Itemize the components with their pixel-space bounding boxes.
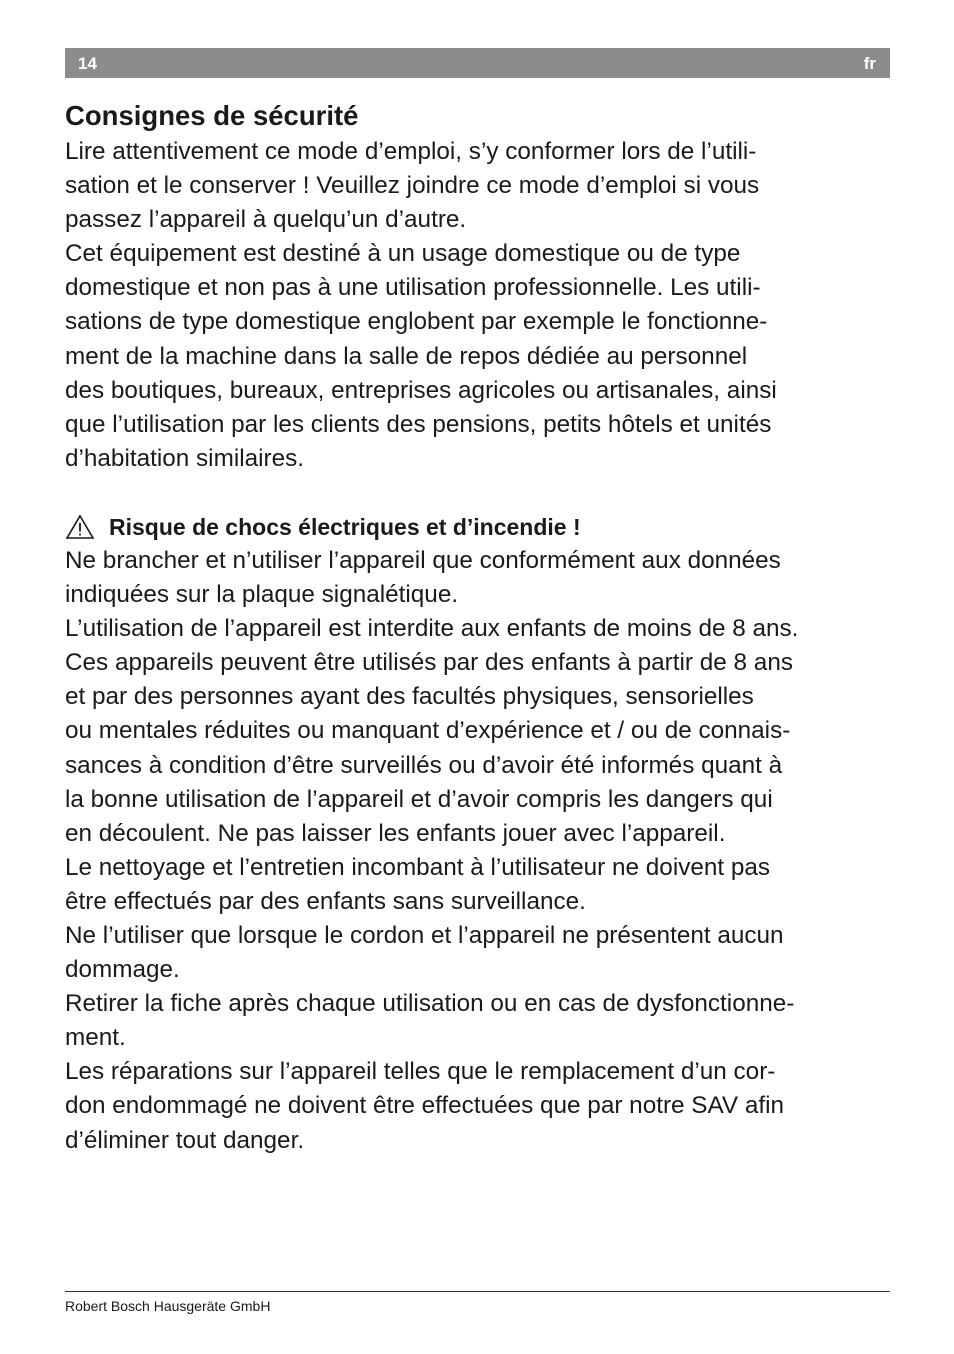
- warning-heading: [65, 510, 895, 544]
- warning-line: être effectués par des enfants sans surveillance.: [65, 887, 586, 915]
- warning-line: d’éliminer tout danger.: [65, 1126, 305, 1154]
- warning-line: Retirer la fiche après chaque utilisation ou en cas de dysfonctionne-: [65, 990, 795, 1018]
- warning-heading-text: Risque de chocs électriques et d’incendie !: [109, 513, 581, 540]
- warning-line: don endommagé ne doivent être effectuées que par notre SAV afin: [65, 1092, 785, 1120]
- warning-line: Ne brancher et n’utiliser l’appareil que conformément aux données: [65, 546, 781, 574]
- intro-line: domestique et non pas à une utilisation professionnelle. Les utili-: [65, 274, 761, 302]
- page-header-bar: [65, 48, 890, 78]
- warning-line: en découlent. Ne pas laisser les enfants jouer avec l’appareil.: [65, 819, 726, 847]
- warning-line: la bonne utilisation de l’appareil et d’avoir compris les dangers qui: [65, 785, 773, 813]
- warning-triangle-icon: [65, 514, 95, 540]
- intro-line: sations de type domestique englobent par exemple le fonctionne-: [65, 308, 768, 336]
- warning-paragraph: [65, 544, 895, 1158]
- warning-line: ment.: [65, 1024, 126, 1052]
- warning-line: dommage.: [65, 956, 180, 984]
- warning-line: Ces appareils peuvent être utilisés par des enfants à partir de 8 ans: [65, 649, 793, 677]
- intro-line: sation et le conserver ! Veuillez joindre ce mode d’emploi si vous: [65, 172, 760, 200]
- warning-line: et par des personnes ayant des facultés physiques, sensorielles: [65, 683, 754, 711]
- warning-line: ou mentales réduites ou manquant d’expérience et / ou de connais-: [65, 717, 791, 745]
- page-content: [65, 97, 895, 1158]
- intro-line: que l’utilisation par les clients des pensions, petits hôtels et unités: [65, 410, 772, 438]
- intro-line: d’habitation similaires.: [65, 444, 305, 472]
- warning-line: L’utilisation de l’appareil est interdite aux enfants de moins de 8 ans.: [65, 615, 799, 643]
- intro-line: Cet équipement est destiné à un usage domestique ou de type: [65, 240, 741, 268]
- page-title: Consignes de sécurité: [65, 100, 359, 131]
- intro-line: Lire attentivement ce mode d’emploi, s’y conformer lors de l’utili-: [65, 138, 757, 165]
- intro-line: passez l’appareil à quelqu’un d’autre.: [65, 206, 467, 234]
- warning-line: sances à condition d’être surveillés ou d’avoir été informés quant à: [65, 751, 783, 779]
- footer-divider: [65, 1291, 890, 1292]
- intro-line: des boutiques, bureaux, entreprises agricoles ou artisanales, ainsi: [65, 376, 777, 404]
- language-code: fr: [863, 54, 876, 73]
- intro-line: ment de la machine dans la salle de repos dédiée au personnel: [65, 342, 748, 370]
- page-number: 14: [78, 54, 97, 73]
- intro-paragraph: [65, 135, 895, 476]
- warning-line: indiquées sur la plaque signalétique.: [65, 581, 459, 609]
- warning-line: Le nettoyage et l’entretien incombant à l’utilisateur ne doivent pas: [65, 853, 771, 881]
- warning-line: Ne l’utiliser que lorsque le cordon et l’appareil ne présentent aucun: [65, 921, 784, 949]
- warning-line: Les réparations sur l’appareil telles que le remplacement d’un cor-: [65, 1058, 776, 1086]
- footer-company: Robert Bosch Hausgeräte GmbH: [65, 1298, 271, 1314]
